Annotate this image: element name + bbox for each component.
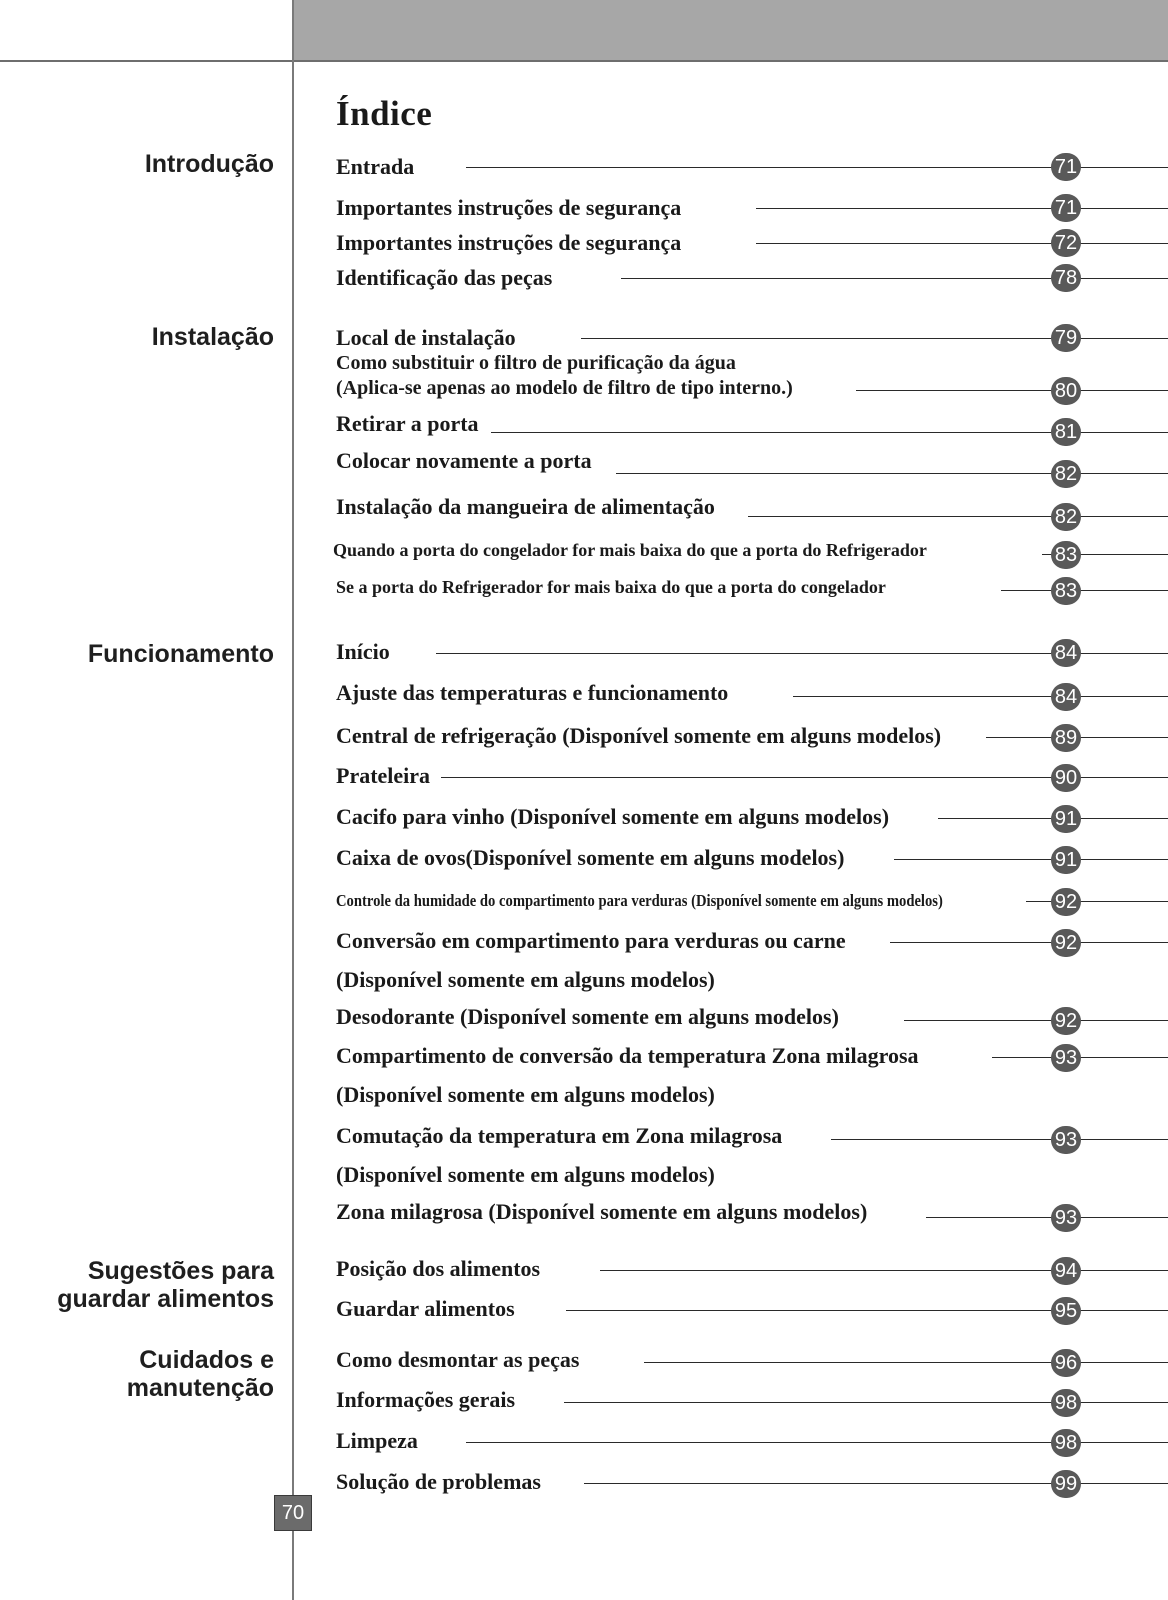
- page-number-badge: 89: [1051, 724, 1081, 752]
- toc-entry[interactable]: [336, 1467, 1168, 1497]
- section-cuidados: [127, 1346, 274, 1402]
- toc-entry[interactable]: [336, 409, 1168, 443]
- toc-entry-label: Instalação da mangueira de alimentação: [336, 492, 725, 522]
- toc-entry-label: Início: [336, 637, 400, 667]
- toc-entry-label: Controle da humidade do compartimento para verduras (Disponível somente em alguns modelos): [336, 886, 951, 916]
- toc-entry-label: Comutação da temperatura em Zona milagrosa: [336, 1121, 792, 1151]
- toc-entry-label: Ajuste das temperaturas e funcionamento: [336, 678, 738, 708]
- leader-line: [1026, 901, 1168, 902]
- page-title: Índice: [336, 94, 433, 133]
- toc-entry[interactable]: [336, 446, 1168, 485]
- page-number-badge: 71: [1051, 153, 1081, 181]
- page-number-badge: 83: [1051, 577, 1081, 605]
- leader-line: [856, 390, 1168, 391]
- toc-entry[interactable]: [336, 761, 1168, 791]
- toc-entry-label: Se a porta do Refrigerador for mais baixa do que a porta do congelador: [336, 572, 896, 602]
- page-number-badge: 90: [1051, 764, 1081, 792]
- toc-entry[interactable]: [336, 228, 1168, 258]
- leader-line: [748, 516, 1168, 517]
- toc-entry-label: Posição dos alimentos: [336, 1254, 550, 1284]
- toc-entry-label: [336, 351, 803, 401]
- leader-line: [616, 473, 1168, 474]
- toc-entry-label: Local de instalação: [336, 323, 526, 353]
- page-number-badge: 83: [1051, 541, 1081, 569]
- toc-entry-label: Guardar alimentos: [336, 1294, 525, 1324]
- page-number-badge: 99: [1051, 1470, 1081, 1498]
- leader-line: [793, 696, 1168, 697]
- page-number-badge: 93: [1051, 1044, 1081, 1072]
- toc-entry-label-line1: Como substituir o filtro de purificação da água: [336, 352, 736, 374]
- toc-entry-label: Cacifo para vinho (Disponível somente em alguns modelos): [336, 802, 899, 832]
- toc-entry[interactable]: [336, 1041, 1168, 1071]
- leader-line: [926, 1217, 1168, 1218]
- toc-entry-label: Solução de problemas: [336, 1467, 551, 1497]
- toc-entry[interactable]: [336, 1345, 1168, 1375]
- leader-line: [1001, 590, 1168, 591]
- toc-entry-label: Como desmontar as peças: [336, 1345, 589, 1375]
- page-number-badge: 95: [1051, 1297, 1081, 1325]
- page-number-badge: 71: [1051, 194, 1081, 222]
- toc-entry[interactable]: [336, 1002, 1168, 1032]
- toc-entry-continuation: (Disponível somente em alguns modelos): [336, 967, 715, 992]
- page-number-badge: 81: [1051, 418, 1081, 446]
- toc-entry-label: Limpeza: [336, 1426, 428, 1456]
- page-number-badge: 80: [1051, 377, 1081, 405]
- page-number-badge: 98: [1051, 1389, 1081, 1417]
- toc-entry[interactable]: [336, 843, 1168, 873]
- page-number-badge: 91: [1051, 805, 1081, 833]
- page-number-badge: 92: [1051, 888, 1081, 916]
- section-funcionamento: Funcionamento: [87, 640, 274, 668]
- page-number-badge: 72: [1051, 229, 1081, 257]
- section-cuidados-line2: manutenção: [126, 1374, 274, 1402]
- section-cuidados-line1: Cuidados e: [139, 1346, 274, 1374]
- toc-entry-label: Retirar a porta: [336, 409, 489, 439]
- leader-line: [756, 208, 1168, 209]
- page-number-badge: 79: [1051, 324, 1081, 352]
- page-number: 70: [274, 1495, 312, 1531]
- page-number-badge: 93: [1051, 1126, 1081, 1154]
- toc-entry-label: Conversão em compartimento para verduras ou carne: [336, 926, 856, 956]
- leader-line: [894, 859, 1168, 860]
- toc-entry[interactable]: [336, 1294, 1168, 1324]
- toc-entry-label: Zona milagrosa (Disponível somente em alguns modelos): [336, 1197, 877, 1227]
- toc-entry-continuation: (Disponível somente em alguns modelos): [336, 1082, 715, 1107]
- toc-entry-continuation: (Disponível somente em alguns modelos): [336, 1162, 715, 1187]
- toc-entry[interactable]: [336, 1426, 1168, 1456]
- page-number-badge: 84: [1051, 639, 1081, 667]
- toc-entry[interactable]: [336, 1121, 1168, 1151]
- toc-entry[interactable]: [336, 802, 1168, 832]
- toc-entry-label: Prateleira: [336, 761, 440, 791]
- leader-line: [644, 1362, 1168, 1363]
- page-number-badge: 94: [1051, 1257, 1081, 1285]
- toc-entry[interactable]: [336, 926, 1168, 956]
- toc-entry-label: Desodorante (Disponível somente em alguns modelos): [336, 1002, 849, 1032]
- leader-line: [904, 1020, 1168, 1021]
- toc-entry[interactable]: [336, 886, 1168, 916]
- toc-entry-label: Central de refrigeração (Disponível somente em alguns modelos): [336, 721, 951, 751]
- page-number-badge: 93: [1051, 1204, 1081, 1232]
- toc-entry[interactable]: [336, 351, 1168, 407]
- column-divider: [292, 0, 294, 1600]
- page-number-badge: 92: [1051, 1007, 1081, 1035]
- toc-entry-label: Importantes instruções de segurança: [336, 193, 691, 223]
- toc-entry[interactable]: [336, 1197, 1168, 1227]
- toc-entry[interactable]: [336, 1385, 1168, 1415]
- page-number-badge: 84: [1051, 683, 1081, 711]
- page-number-badge: 82: [1051, 460, 1081, 488]
- toc-entry-label: Entrada: [336, 152, 424, 182]
- toc-entry[interactable]: [336, 492, 1168, 528]
- page-number-badge: 98: [1051, 1429, 1081, 1457]
- section-sugestoes-line1: Sugestões para: [87, 1257, 274, 1285]
- header-divider: [0, 60, 1168, 62]
- toc-entry[interactable]: [336, 263, 1168, 293]
- page-number-badge: 96: [1051, 1349, 1081, 1377]
- toc-entry-label: Importantes instruções de segurança: [336, 228, 691, 258]
- toc-entry[interactable]: [333, 535, 1168, 566]
- toc-entry-label: Quando a porta do congelador for mais baixa do que a porta do Refrigerador: [333, 535, 937, 565]
- toc-entry[interactable]: [336, 193, 1168, 223]
- toc-entry-label: Informações gerais: [336, 1385, 525, 1415]
- toc-entry-label-line2: (Aplica-se apenas ao modelo de filtro de tipo interno.): [336, 377, 793, 399]
- toc-entry-label: Colocar novamente a porta: [336, 446, 602, 476]
- toc-entry[interactable]: [336, 152, 1168, 182]
- toc-entry[interactable]: [336, 572, 1168, 602]
- leader-line: [756, 243, 1168, 244]
- toc-entry[interactable]: [336, 721, 1168, 751]
- toc-entry[interactable]: [336, 323, 1168, 353]
- toc-entry[interactable]: [336, 1254, 1168, 1284]
- toc-entry[interactable]: [336, 678, 1168, 708]
- toc-entry[interactable]: [336, 637, 1168, 667]
- section-introducao: Introdução: [144, 150, 274, 178]
- header-band: [293, 0, 1168, 61]
- section-instalacao: Instalação: [151, 323, 274, 351]
- toc-entry-label: Identificação das peças: [336, 263, 562, 293]
- leader-line: [890, 942, 1168, 943]
- leader-line: [600, 1270, 1168, 1271]
- page-number-badge: 78: [1051, 264, 1081, 292]
- page-number-badge: 91: [1051, 846, 1081, 874]
- page-number-badge: 92: [1051, 929, 1081, 957]
- section-sugestoes: [57, 1257, 274, 1313]
- section-sugestoes-line2: guardar alimentos: [57, 1285, 274, 1313]
- leader-line: [831, 1139, 1168, 1140]
- leader-line: [621, 278, 1168, 279]
- page-number-badge: 82: [1051, 503, 1081, 531]
- toc-entry-label: Caixa de ovos(Disponível somente em alguns modelos): [336, 843, 854, 873]
- toc-entry-label: Compartimento de conversão da temperatura Zona milagrosa: [336, 1041, 929, 1071]
